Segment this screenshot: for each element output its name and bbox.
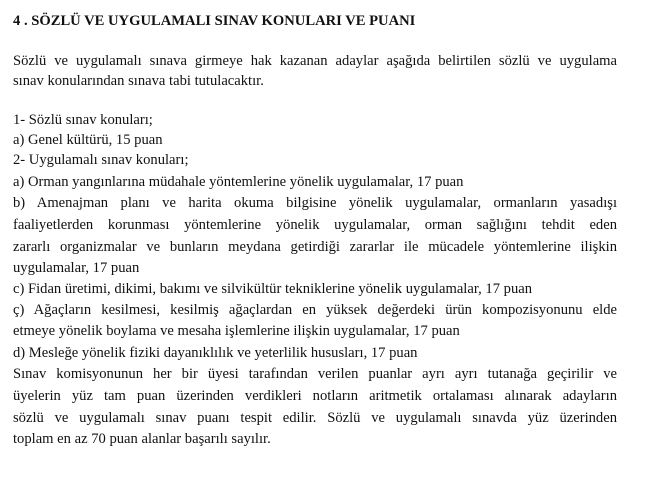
section-heading: 4 . SÖZLÜ VE UYGULAMALI SINAV KONULARI VE PUANI [13,13,416,29]
practical-item-b-line-2: faaliyetlerden korunması yöntemlerine yönelik uygulamalar, orman sağlığını tehdit eden [13,217,617,233]
practical-exam-title: 2- Uygulamalı sınav konuları; [13,152,189,168]
practical-item-c: c) Fidan üretimi, dikimi, bakımı ve silvikültür tekniklerine yönelik uygulamalar, 17 puan [13,281,533,297]
closing-line-3: sözlü ve uygulamalı sınav puanı tespit edilir. Sözlü ve uygulamalı sınavda yüz üzerinden [13,410,617,426]
practical-item-b-line-1: b) Amenajman planı ve harita okuma bilgisine yönelik uygulamalar, ormanların yasadışı [13,195,617,211]
closing-line-4: toplam en az 70 puan alanlar başarılı sayılır. [13,431,271,447]
closing-line-2: üyelerin yüz tam puan üzerinden verdikleri notların aritmetik ortalaması alınarak adayların [13,388,617,404]
intro-line-2: sınav konularından sınava tabi tutulacaktır. [13,73,264,89]
practical-item-d: d) Mesleğe yönelik fiziki dayanıklılık ve yeterlilik hususları, 17 puan [13,345,418,361]
practical-item-b-line-4: uygulamalar, 17 puan [13,260,140,276]
practical-item-b-line-3: zararlı organizmalar ve bunların meydana getirdiği zararlar ile mücadele yöntemlerine ilişkin [13,239,617,255]
oral-exam-item-a: a) Genel kültürü, 15 puan [13,132,163,148]
practical-item-cc-line-2: etmeye yönelik boylama ve mesaha işlemlerine ilişkin uygulamalar, 17 puan [13,323,460,339]
intro-line-1: Sözlü ve uygulamalı sınava girmeye hak kazanan adaylar aşağıda belirtilen sözlü ve uygulama [13,53,617,69]
oral-exam-title: 1- Sözlü sınav konuları; [13,112,153,128]
practical-item-a: a) Orman yangınlarına müdahale yöntemlerine yönelik uygulamalar, 17 puan [13,174,464,190]
practical-item-cc-line-1: ç) Ağaçların kesilmesi, kesilmiş ağaçlardan en yüksek değerdeki ürün kompozisyonunu elde [13,302,617,318]
closing-line-1: Sınav komisyonunun her bir üyesi tarafından verilen puanlar ayrı ayrı tutanağa geçirilir ve [13,366,617,382]
